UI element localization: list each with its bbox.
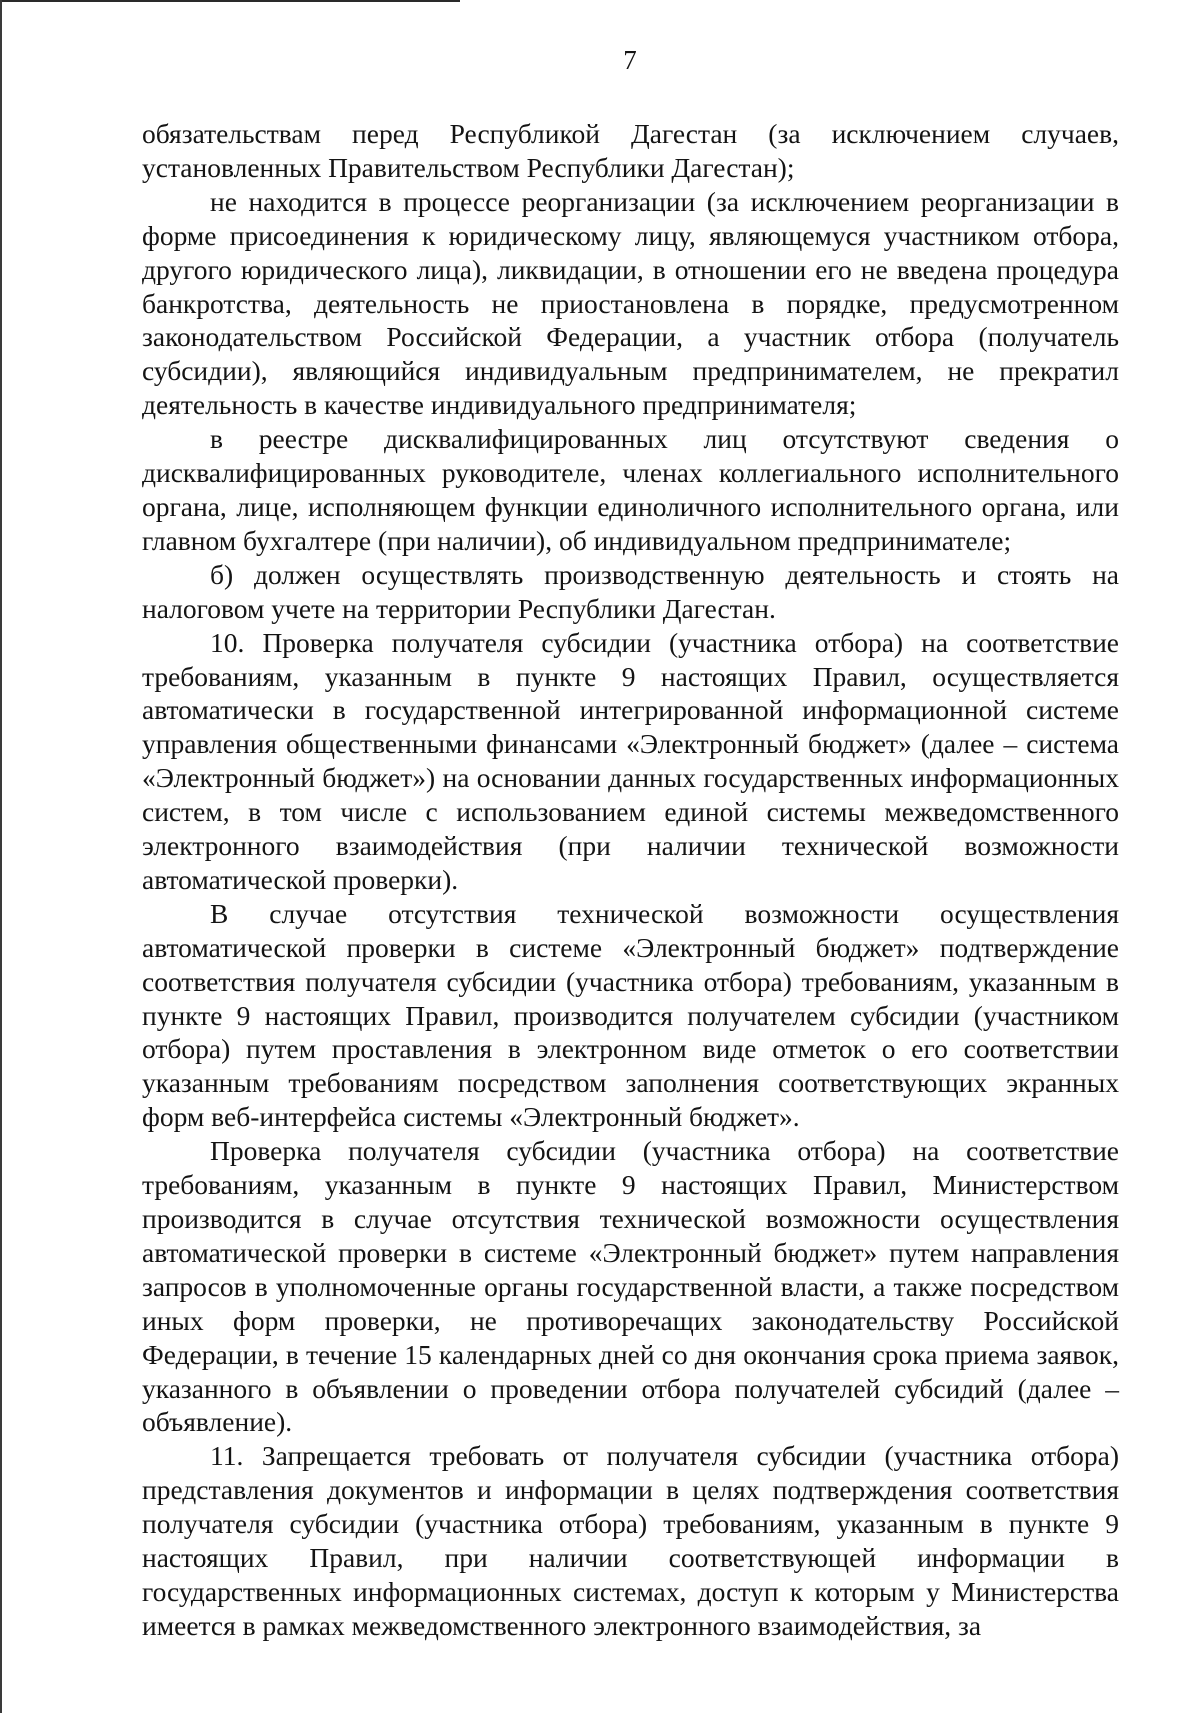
- paragraph-clause-10: 10. Проверка получателя субсидии (участника отбора) на соответствие требованиям, указанным в пункте 9 настоящих Правил, осуществляется автоматически в государственной интегрированной информационной системе управления общественными финансами «Электронный бюджет» (далее – система «Электронный бюджет») на основании данных государственных информационных систем, в том числе с использованием единой системы межведомственного электронного взаимодействия (при наличии технической возможности автоматической проверки).: [142, 626, 1119, 895]
- paragraph-clause-11: 11. Запрещается требовать от получателя субсидии (участника отбора) представления документов и информации в целях подтверждения соответствия получателя субсидии (участника отбора) требованиям, указанным в пункте 9 настоящих Правил, при наличии соответствующей информации в государственных информационных системах, доступ к которым у Министерства имеется в рамках межведомственного электронного взаимодействия, за: [142, 1440, 1119, 1641]
- paragraph-continuation: обязательствам перед Республикой Дагестан (за исключением случаев, установленных Правительством Республики Дагестан);: [142, 118, 1119, 183]
- paragraph-item-b: б) должен осуществлять производственную деятельность и стоять на налоговом учете на территории Республики Дагестан.: [142, 558, 1119, 624]
- paragraph-no-technical-possibility: В случае отсутствия технической возможности осуществления автоматической проверки в системе «Электронный бюджет» подтверждение соответствия получателя субсидии (участника отбора) требованиям, указанным в пункте 9 настоящих Правил, производится получателем субсидии (участником отбора) путем проставления в электронном виде отметок о его соответствии указанным требованиям посредством заполнения соответствующих экранных форм веб-интерфейса системы «Электронный бюджет».: [142, 897, 1119, 1133]
- paragraph-reorganization: не находится в процессе реорганизации (за исключением реорганизации в форме присоединения к юридическому лицу, являющемуся участником отбора, другого юридического лица), ликвидации, в отношении его не введена процедура банкротства, деятельность не приостановлена в порядке, предусмотренном законодательством Российской Федерации, а участник отбора (получатель субсидии), являющийся индивидуальным предпринимателем, не прекратил деятельность в качестве индивидуального предпринимателя;: [142, 185, 1119, 421]
- paragraph-ministry-check: Проверка получателя субсидии (участника отбора) на соответствие требованиям, указанным в пункте 9 настоящих Правил, Министерством производится в случае отсутствия технической возможности осуществления автоматической проверки в системе «Электронный бюджет» путем направления запросов в уполномоченные органы государственной власти, а также посредством иных форм проверки, не противоречащих законодательству Российской Федерации, в течение 15 календарных дней со дня окончания срока приема заявок, указанного в объявлении о проведении отбора получателей субсидий (далее – объявление).: [142, 1135, 1119, 1438]
- scan-edge-left: [0, 0, 2, 1713]
- paragraph-disqualified-registry: в реестре дисквалифицированных лиц отсутствуют сведения о дисквалифицированных руководителе, членах коллегиального исполнительного органа, лице, исполняющем функции единоличного исполнительного органа, или главном бухгалтере (при наличии), об индивидуальном предпринимателе;: [142, 423, 1119, 556]
- document-body: [142, 117, 1119, 1643]
- scan-edge-top: [0, 0, 460, 2]
- page-number: 7: [623, 45, 637, 75]
